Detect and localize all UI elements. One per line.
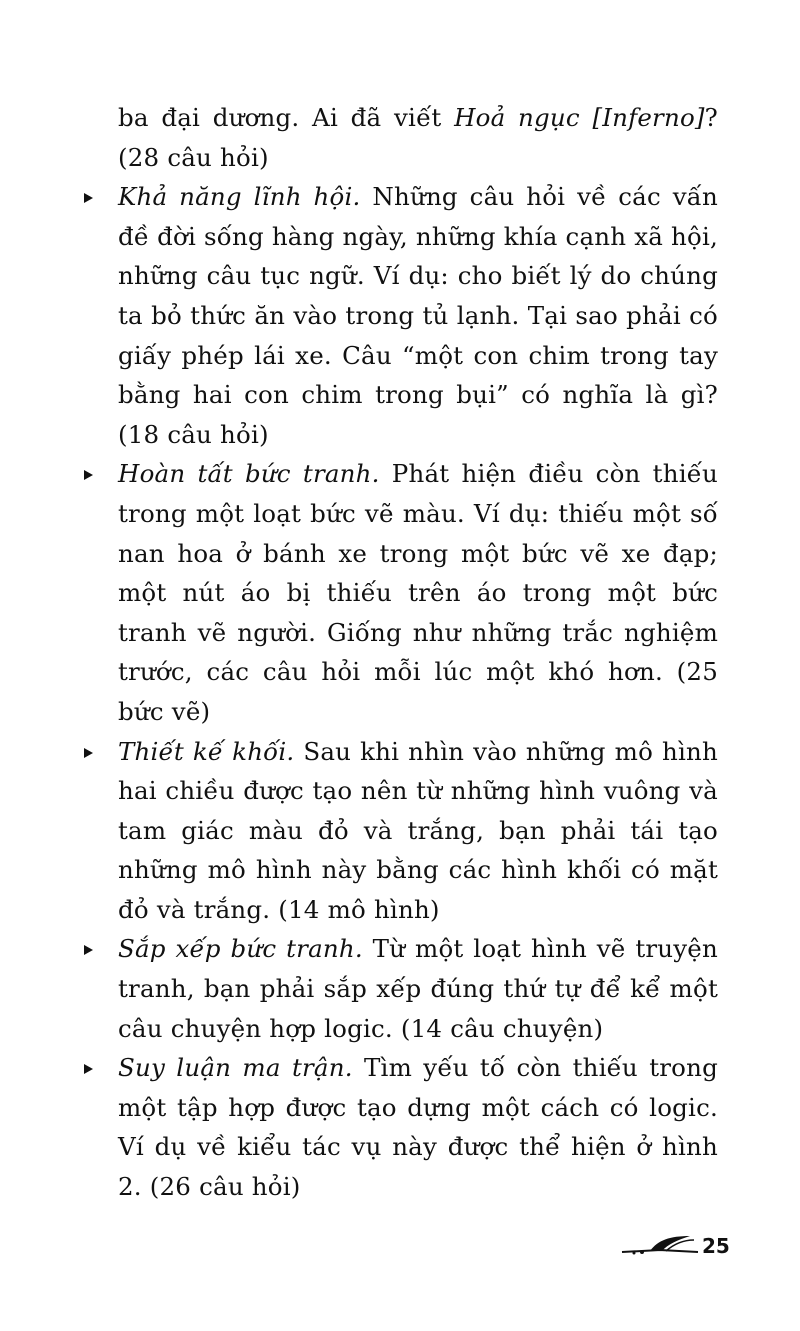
bullet-arrow-icon bbox=[84, 748, 93, 758]
list-item-body: Tìm yếu tố còn thiếu trong một tập hợp được tạo dựng một cách có logic. Ví dụ về kiểu tác vụ này được thể hiện ở hình 2. (26 câu hỏi) bbox=[118, 1053, 718, 1202]
bullet-arrow-icon bbox=[84, 193, 93, 203]
intro-book-title: Hoả ngục [Inferno] bbox=[454, 103, 705, 132]
list-item-comprehension bbox=[118, 177, 718, 454]
list-item-body: Những câu hỏi về các vấn đề đời sống hàng ngày, những khía cạnh xã hội, những câu tục ngữ. Ví dụ: cho biết lý do chúng ta bỏ thức ăn vào trong tủ lạnh. Tại sao phải có giấy phép lái xe. Câu “một con chim trong tay bằng hai con chim trong bụi” có nghĩa là gì? (18 câu hỏi) bbox=[118, 182, 718, 449]
list-item-term: Thiết kế khối. bbox=[118, 736, 295, 766]
list-item-term: Hoàn tất bức tranh. bbox=[118, 459, 380, 489]
intro-paragraph bbox=[118, 98, 718, 177]
list-item-body: Phát hiện điều còn thiếu trong một loạt bức vẽ màu. Ví dụ: thiếu một số nan hoa ở bánh xe trong một bức vẽ xe đạp; một nút áo bị thiếu trên áo trong một bức tranh vẽ người. Giống như những trắc nghiệm trước, các câu hỏi mỗi lúc một khó hơn. (25 bức vẽ) bbox=[118, 459, 718, 726]
list-item-body: Từ một loạt hình vẽ truyện tranh, bạn phải sắp xếp đúng thứ tự để kể một câu chuyện hợp logic. (14 câu chuyện) bbox=[118, 934, 718, 1043]
list-item-body: Sau khi nhìn vào những mô hình hai chiều được tạo nên từ những hình vuông và tam giác màu đỏ và trắng, bạn phải tái tạo những mô hình này bằng các hình khối có mặt đỏ và trắng. (14 mô hình) bbox=[118, 736, 718, 924]
bullet-arrow-icon bbox=[84, 1064, 93, 1074]
list-item-term: Khả năng lĩnh hội. bbox=[118, 182, 361, 212]
intro-text-before: ba đại dương. Ai đã viết bbox=[118, 103, 455, 132]
list-item-picture-arrangement bbox=[118, 929, 718, 1048]
list-item-block-design bbox=[118, 732, 718, 930]
list-item-term: Suy luận ma trận. bbox=[118, 1053, 353, 1083]
page-number: 25 bbox=[702, 1234, 730, 1258]
list-item-term: Sắp xếp bức tranh. bbox=[118, 934, 363, 964]
body-text bbox=[118, 98, 718, 1207]
bullet-arrow-icon bbox=[84, 470, 93, 480]
intro-text-after: ? (28 câu hỏi) bbox=[118, 103, 718, 172]
list-item-matrix-reasoning bbox=[118, 1048, 718, 1206]
page-footer bbox=[620, 1232, 730, 1262]
list-item-picture-completion bbox=[118, 454, 718, 731]
bullet-arrow-icon bbox=[84, 945, 93, 955]
quill-ornament-icon bbox=[620, 1232, 702, 1262]
